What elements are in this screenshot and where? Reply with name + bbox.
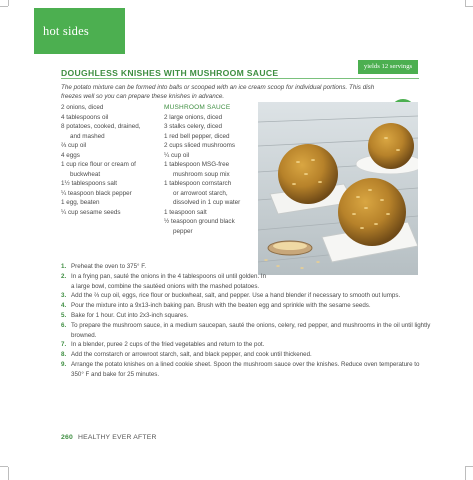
ingredient: ⅔ cup oil [61,142,87,149]
sauce-heading: MUSHROOM SAUCE [164,104,231,111]
ingredient: dissolved in 1 cup water [173,199,241,206]
crop-mark [465,467,466,480]
step-text: Arrange the potato knishes on a lined cookie sheet. Spoon the mushroom sauce over the knishes. Reduce oven temperature to 350° F and bake for 25 minutes. [71,360,420,378]
crop-mark [0,6,8,7]
step-text: Add the ⅔ cup oil, eggs, rice flour or buckwheat, salt, and pepper. Use a hand blender if necessary to smooth out lumps. [71,292,401,300]
step [61,262,431,272]
food-photo [258,102,418,275]
ingredient: 1 tablespoon cornstarch [164,180,232,187]
step [61,272,431,292]
sauce-ingredients-list [164,103,240,236]
method-steps [61,262,431,380]
step-text: In a blender, puree 2 cups of the fried vegetables and return to the pot. [71,341,265,349]
ingredient: mushroom soup mix [173,170,230,178]
step [61,350,431,360]
step-number: 4. [61,302,67,310]
step-number: 9. [61,360,67,368]
step-number: 7. [61,341,67,349]
step [61,301,431,311]
ingredient: ½ teaspoon ground black [164,218,235,225]
page-footer [61,434,157,441]
step-number: 5. [61,311,67,319]
ingredient: 1 teaspoon salt [164,208,207,216]
ingredients-list [61,103,140,217]
ingredient: 4 tablespoons oil [61,113,109,121]
ingredient: 2 large onions, diced [164,113,223,121]
ingredient: 1 red bell pepper, diced [164,132,230,140]
step [61,311,431,321]
ingredient: 2 onions, diced [61,104,104,111]
section-tab [34,8,125,54]
ingredient: and mashed [70,132,105,140]
title-rule [61,78,419,79]
page-number: 260 [61,434,73,441]
ingredient: buckwheat [70,170,101,178]
ingredient: 2 cups sliced mushrooms [164,142,236,149]
ingredient: 1 tablespoon MSG-free [164,161,230,168]
ingredient: pepper [173,227,193,235]
ingredient: 1½ tablespoons salt [61,180,118,187]
crop-mark [8,0,9,6]
step-number: 8. [61,351,67,359]
step-text: Add the cornstarch or arrowroot starch, salt, and black pepper, and cook until thickened. [71,351,312,359]
yields-badge: yields 12 servings [358,60,418,74]
step-text: To prepare the mushroom sauce, in a medium saucepan, sauté the onions, celery, red pepper, and mushrooms in the oil until lightly browned. [71,321,431,339]
crop-mark [465,0,466,6]
step-text: Preheat the oven to 375° F. [71,263,147,270]
ingredient: or arrowroot starch, [173,189,228,197]
ingredient: 8 potatoes, cooked, drained, [61,123,141,130]
crop-mark [465,6,473,7]
step [61,291,431,301]
step-number: 6. [61,321,67,329]
step [61,360,431,380]
recipe-title: DOUGHLESS KNISHES WITH MUSHROOM SAUCE [61,68,279,78]
recipe-intro: The potato mixture can be formed into balls or scooped with an ice cream scoop for individual portions. This dish freezes well so you can prepare these knishes in advance. [61,84,375,100]
crop-mark [0,466,8,467]
crop-mark [8,467,9,480]
step-number: 3. [61,292,67,300]
book-title: HEALTHY EVER AFTER [78,434,157,441]
ingredient: 4 eggs [61,151,80,159]
step-number: 1. [61,263,67,270]
step [61,321,431,341]
section-label: hot sides [43,24,89,38]
ingredient: 1 egg, beaten [61,199,100,206]
step-text: Pour the mixture into a 9x13-inch baking pan. Brush with the beaten egg and sprinkle with the sesame seeds. [71,302,371,310]
ingredient: ¼ cup sesame seeds [61,208,121,216]
step-text: Bake for 1 hour. Cut into 2x3-inch squares. [71,311,189,319]
step-text: In a frying pan, sauté the onions in the 4 tablespoons oil until golden. In a large bowl, combine the sautéed onions with the mashed potatoes. [71,272,267,290]
ingredient: 1 cup rice flour or cream of [61,161,136,168]
ingredient: ¼ teaspoon black pepper [61,189,132,197]
step-number: 2. [61,272,67,280]
ingredient: 3 stalks celery, diced [164,123,222,130]
step [61,340,431,350]
ingredient: ¼ cup oil [164,151,190,159]
crop-mark [465,466,473,467]
